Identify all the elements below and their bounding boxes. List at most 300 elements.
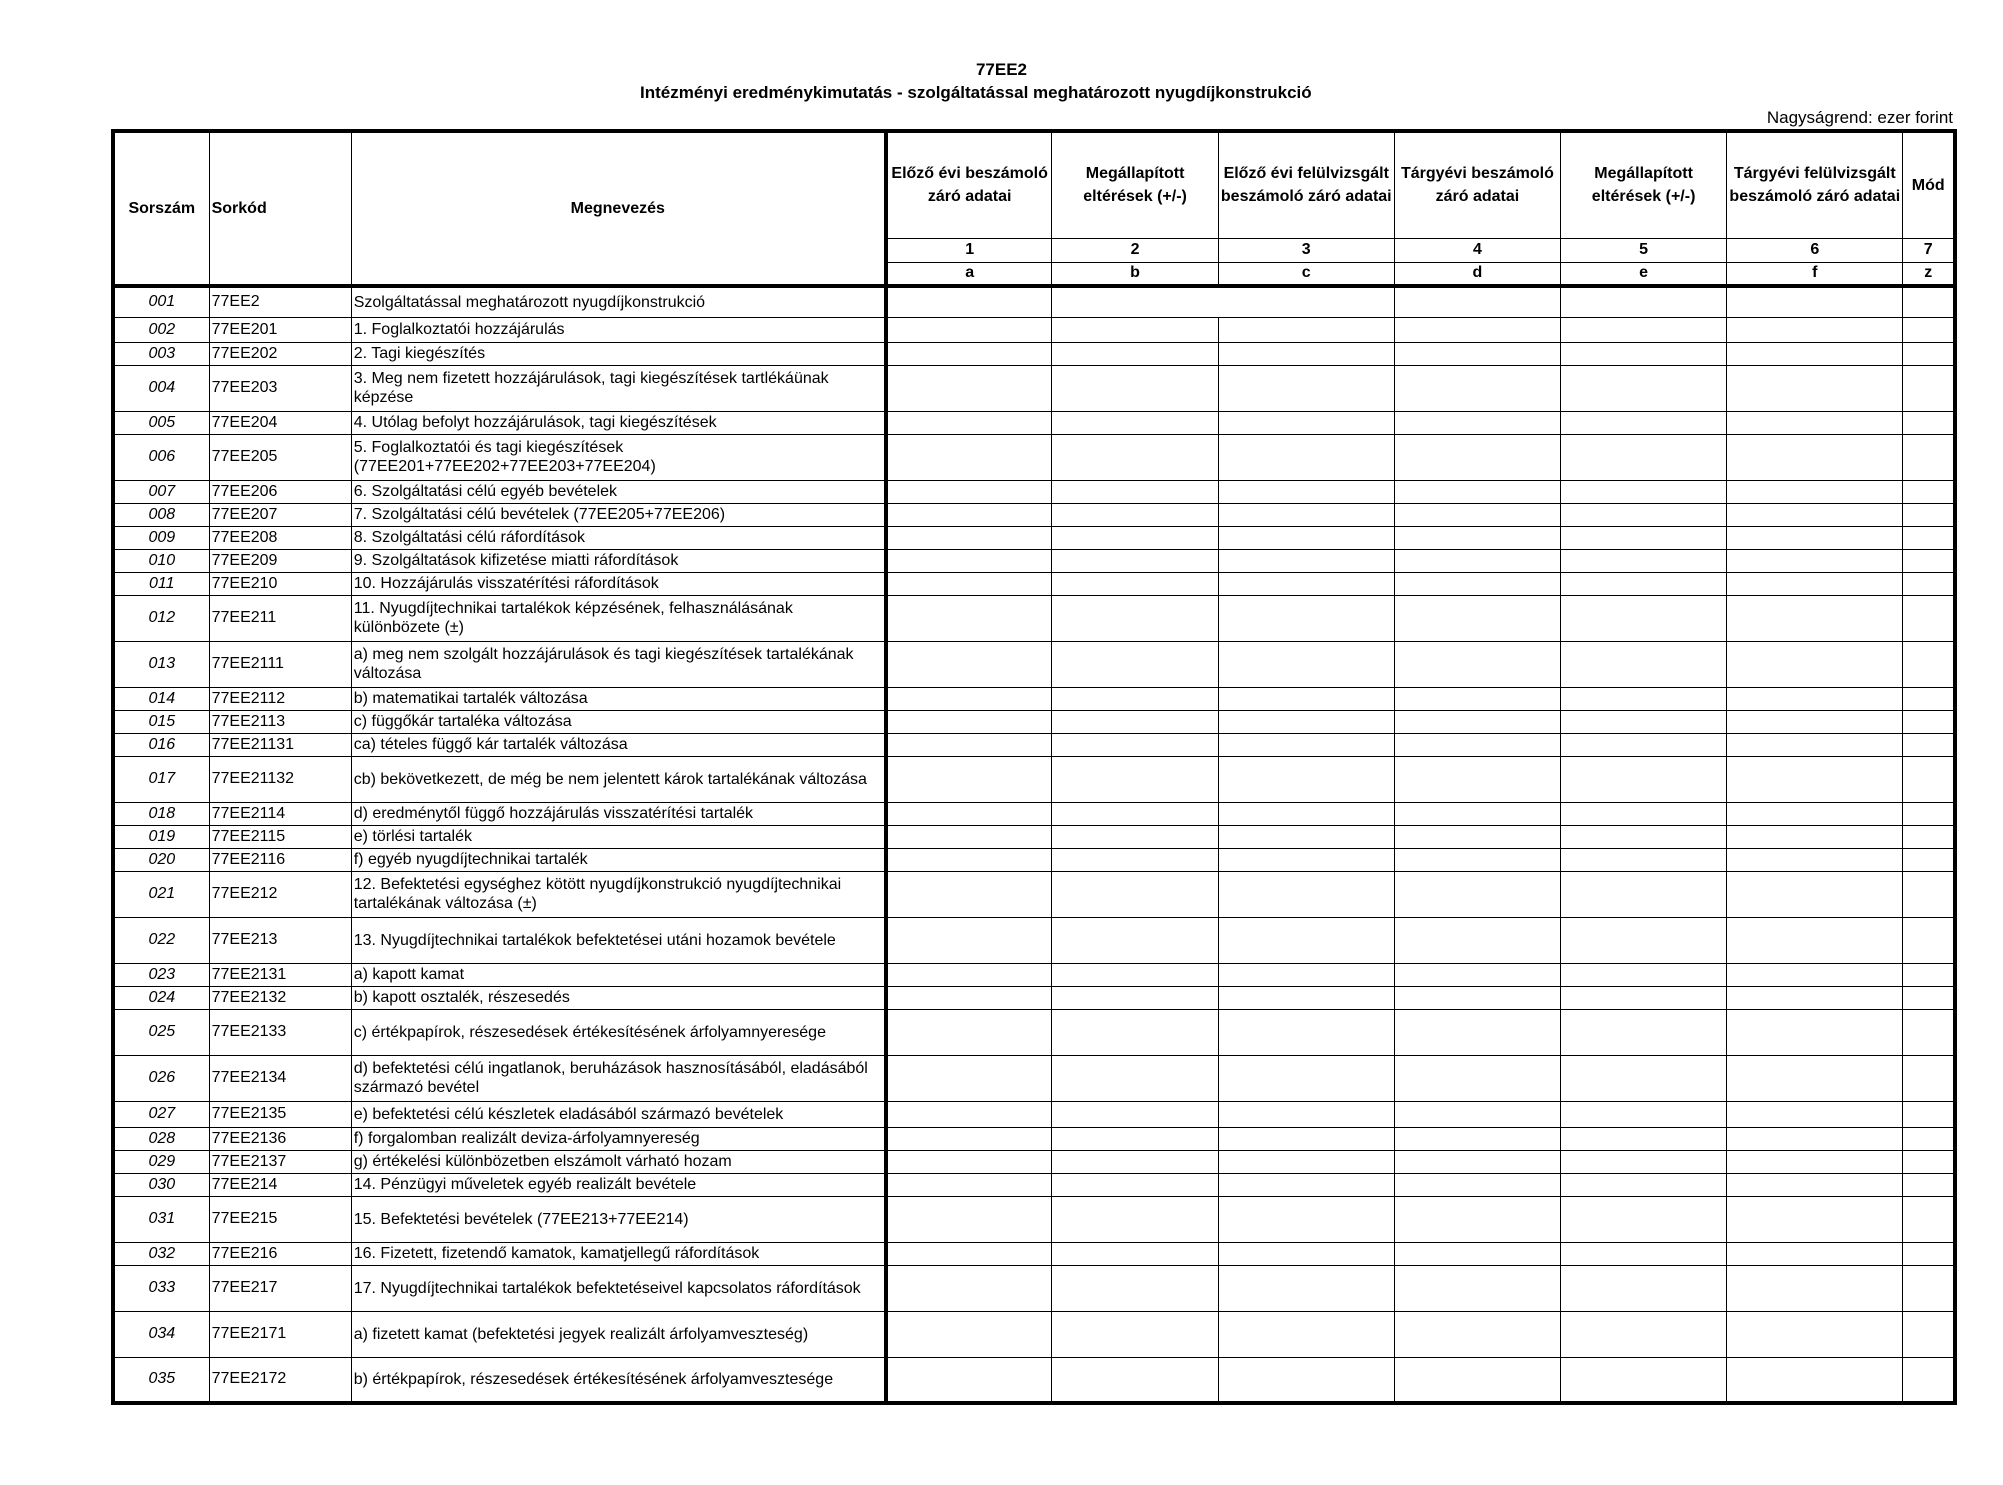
row-description: e) törlési tartalék [351, 825, 886, 848]
data-cell[interactable] [1218, 710, 1394, 733]
data-cell[interactable] [886, 286, 1052, 317]
data-cell[interactable] [886, 1242, 1052, 1265]
data-cell[interactable] [1052, 1055, 1218, 1101]
row-code: 77EE21132 [209, 756, 351, 802]
row-code: 77EE2 [209, 286, 351, 317]
data-cell[interactable] [1727, 963, 1903, 986]
data-cell[interactable] [1394, 917, 1560, 963]
data-cell[interactable] [1561, 756, 1727, 802]
data-cell[interactable] [886, 434, 1052, 480]
data-cell[interactable] [1394, 710, 1560, 733]
data-cell[interactable] [1903, 733, 1955, 756]
data-cell[interactable] [1561, 917, 1727, 963]
data-cell[interactable] [1561, 365, 1727, 411]
data-cell[interactable] [1218, 1242, 1394, 1265]
data-cell[interactable] [1218, 434, 1394, 480]
table-row [113, 1009, 1955, 1055]
row-code: 77EE209 [209, 549, 351, 572]
data-cell[interactable] [1903, 917, 1955, 963]
data-cell[interactable] [886, 526, 1052, 549]
row-description: 7. Szolgáltatási célú bevételek (77EE205+77EE206) [351, 503, 886, 526]
data-cell[interactable] [1727, 1311, 1903, 1357]
data-cell[interactable] [1727, 286, 1903, 317]
data-cell[interactable] [1903, 1101, 1955, 1127]
data-cell[interactable] [1052, 1311, 1218, 1357]
data-cell[interactable] [1218, 917, 1394, 963]
data-cell[interactable] [886, 572, 1052, 595]
row-number: 013 [113, 641, 209, 687]
data-cell[interactable] [1903, 1127, 1955, 1150]
data-cell[interactable] [1052, 317, 1218, 342]
data-cell[interactable] [1394, 1357, 1560, 1403]
data-cell[interactable] [1727, 756, 1903, 802]
data-cell[interactable] [1394, 986, 1560, 1009]
table-row [113, 1242, 1955, 1265]
data-cell[interactable] [1394, 733, 1560, 756]
data-cell[interactable] [1727, 687, 1903, 710]
row-code: 77EE214 [209, 1173, 351, 1196]
data-cell[interactable] [1903, 1265, 1955, 1311]
data-cell[interactable] [1394, 963, 1560, 986]
data-cell[interactable] [1903, 503, 1955, 526]
data-cell[interactable] [1561, 1173, 1727, 1196]
data-cell[interactable] [1561, 434, 1727, 480]
data-cell[interactable] [1561, 595, 1727, 641]
data-cell[interactable] [1561, 572, 1727, 595]
row-code: 77EE2111 [209, 641, 351, 687]
data-cell[interactable] [1394, 1311, 1560, 1357]
data-cell[interactable] [886, 549, 1052, 572]
data-cell[interactable] [1218, 317, 1394, 342]
data-cell[interactable] [886, 480, 1052, 503]
data-cell[interactable] [1903, 1009, 1955, 1055]
row-number: 016 [113, 733, 209, 756]
data-cell[interactable] [886, 1127, 1052, 1150]
data-cell[interactable] [1394, 411, 1560, 434]
col-header-c1: Előző évi beszámoló záró adatai [886, 131, 1052, 238]
row-code: 77EE203 [209, 365, 351, 411]
data-cell[interactable] [1052, 871, 1218, 917]
data-cell[interactable] [1394, 848, 1560, 871]
data-cell[interactable] [886, 1265, 1052, 1311]
data-cell[interactable] [1561, 687, 1727, 710]
data-cell[interactable] [1218, 549, 1394, 572]
table-row [113, 963, 1955, 986]
data-cell[interactable] [1727, 1196, 1903, 1242]
data-cell[interactable] [1903, 1055, 1955, 1101]
data-cell[interactable] [1052, 1196, 1218, 1242]
data-cell[interactable] [886, 1173, 1052, 1196]
data-cell[interactable] [1727, 526, 1903, 549]
data-cell[interactable] [1218, 1101, 1394, 1127]
col-number-1: 1 [886, 238, 1052, 262]
data-cell[interactable] [1903, 1242, 1955, 1265]
data-cell[interactable] [1218, 963, 1394, 986]
table-row [113, 710, 1955, 733]
data-cell[interactable] [1561, 549, 1727, 572]
data-cell[interactable] [1727, 733, 1903, 756]
data-cell[interactable] [1218, 1127, 1394, 1150]
table-row [113, 503, 1955, 526]
data-cell[interactable] [1218, 687, 1394, 710]
row-code: 77EE213 [209, 917, 351, 963]
data-cell[interactable] [1052, 710, 1218, 733]
row-description: 6. Szolgáltatási célú egyéb bevételek [351, 480, 886, 503]
row-description: 16. Fizetett, fizetendő kamatok, kamatjellegű ráfordítások [351, 1242, 886, 1265]
form-code: 77EE2 [975, 60, 1028, 79]
data-cell[interactable] [1561, 871, 1727, 917]
data-cell[interactable] [1052, 802, 1218, 825]
data-cell[interactable] [1218, 1311, 1394, 1357]
data-cell[interactable] [1394, 317, 1560, 342]
data-cell[interactable] [1052, 595, 1218, 641]
row-number: 002 [113, 317, 209, 342]
data-cell[interactable] [1903, 687, 1955, 710]
data-cell[interactable] [1903, 1173, 1955, 1196]
data-cell[interactable] [1052, 641, 1218, 687]
data-cell[interactable] [1561, 503, 1727, 526]
data-cell[interactable] [1218, 526, 1394, 549]
row-description: d) befektetési célú ingatlanok, beruházások hasznosításából, eladásából származó bevétel [351, 1055, 886, 1101]
data-cell[interactable] [1394, 756, 1560, 802]
table-row [113, 1196, 1955, 1242]
data-cell[interactable] [886, 595, 1052, 641]
data-cell[interactable] [1218, 1150, 1394, 1173]
data-cell[interactable] [886, 986, 1052, 1009]
data-cell[interactable] [1561, 1311, 1727, 1357]
data-cell[interactable] [1394, 549, 1560, 572]
row-description: c) függőkár tartaléka változása [351, 710, 886, 733]
row-code: 77EE2172 [209, 1357, 351, 1403]
table-row [113, 802, 1955, 825]
data-cell[interactable] [1727, 1127, 1903, 1150]
data-cell[interactable] [1561, 1265, 1727, 1311]
row-code: 77EE201 [209, 317, 351, 342]
data-cell[interactable] [1727, 365, 1903, 411]
data-cell[interactable] [1903, 1311, 1955, 1357]
data-cell[interactable] [1727, 1265, 1903, 1311]
data-cell[interactable] [1052, 848, 1218, 871]
row-number: 018 [113, 802, 209, 825]
data-cell[interactable] [1052, 1242, 1218, 1265]
report-table [111, 129, 1957, 1405]
data-cell[interactable] [1052, 733, 1218, 756]
row-number: 011 [113, 572, 209, 595]
row-code: 77EE202 [209, 342, 351, 365]
data-cell[interactable] [1561, 848, 1727, 871]
data-cell[interactable] [1394, 1150, 1560, 1173]
row-description: cb) bekövetkezett, de még be nem jelentett károk tartalékának változása [351, 756, 886, 802]
table-row [113, 641, 1955, 687]
data-cell[interactable] [1052, 572, 1218, 595]
data-cell[interactable] [1394, 342, 1560, 365]
data-cell[interactable] [1394, 641, 1560, 687]
data-cell[interactable] [1218, 1173, 1394, 1196]
data-cell[interactable] [1727, 434, 1903, 480]
data-cell[interactable] [1052, 687, 1218, 710]
data-cell[interactable] [1052, 1150, 1218, 1173]
data-cell[interactable] [1052, 1009, 1218, 1055]
data-cell[interactable] [1903, 434, 1955, 480]
data-cell[interactable] [1052, 342, 1218, 365]
data-cell[interactable] [1052, 526, 1218, 549]
data-cell[interactable] [886, 871, 1052, 917]
data-cell[interactable] [1727, 917, 1903, 963]
data-cell[interactable] [1727, 317, 1903, 342]
data-cell[interactable] [1394, 1173, 1560, 1196]
data-cell[interactable] [1903, 411, 1955, 434]
data-cell[interactable] [1903, 342, 1955, 365]
data-cell[interactable] [1052, 1127, 1218, 1150]
data-cell[interactable] [1052, 1101, 1218, 1127]
data-cell[interactable] [886, 411, 1052, 434]
data-cell[interactable] [1218, 756, 1394, 802]
row-description: 17. Nyugdíjtechnikai tartalékok befektetéseivel kapcsolatos ráfordítások [351, 1265, 886, 1311]
row-number: 023 [113, 963, 209, 986]
data-cell[interactable] [1727, 342, 1903, 365]
data-cell[interactable] [886, 1196, 1052, 1242]
data-cell[interactable] [1218, 848, 1394, 871]
data-cell[interactable] [1394, 526, 1560, 549]
row-description: Szolgáltatással meghatározott nyugdíjkonstrukció [351, 286, 886, 317]
data-cell[interactable] [1394, 503, 1560, 526]
data-cell[interactable] [886, 1311, 1052, 1357]
data-cell[interactable] [886, 756, 1052, 802]
data-cell[interactable] [1727, 1357, 1903, 1403]
row-number: 027 [113, 1101, 209, 1127]
data-cell[interactable] [1218, 1055, 1394, 1101]
data-cell[interactable] [1052, 917, 1218, 963]
data-cell[interactable] [1218, 1009, 1394, 1055]
data-cell[interactable] [886, 342, 1052, 365]
data-cell[interactable] [1903, 1357, 1955, 1403]
data-cell[interactable] [886, 963, 1052, 986]
data-cell[interactable] [1052, 756, 1218, 802]
data-cell[interactable] [1561, 1009, 1727, 1055]
data-cell[interactable] [1727, 1173, 1903, 1196]
data-cell[interactable] [1394, 825, 1560, 848]
data-cell[interactable] [1561, 1127, 1727, 1150]
data-cell[interactable] [1903, 317, 1955, 342]
data-cell[interactable] [1561, 1055, 1727, 1101]
data-cell[interactable] [1727, 572, 1903, 595]
data-cell[interactable] [1561, 825, 1727, 848]
data-cell[interactable] [1394, 871, 1560, 917]
data-cell[interactable] [1903, 1196, 1955, 1242]
data-cell[interactable] [1218, 825, 1394, 848]
data-cell[interactable] [1903, 526, 1955, 549]
data-cell[interactable] [1727, 825, 1903, 848]
data-cell[interactable] [1727, 549, 1903, 572]
data-cell[interactable] [1052, 1173, 1218, 1196]
data-cell[interactable] [1218, 480, 1394, 503]
data-cell[interactable] [1052, 434, 1218, 480]
row-description: b) matematikai tartalék változása [351, 687, 886, 710]
data-cell[interactable] [1561, 1101, 1727, 1127]
data-cell[interactable] [886, 1101, 1052, 1127]
row-code: 77EE2133 [209, 1009, 351, 1055]
data-cell[interactable] [886, 641, 1052, 687]
data-cell[interactable] [1394, 572, 1560, 595]
data-cell[interactable] [1561, 1242, 1727, 1265]
data-cell[interactable] [1561, 480, 1727, 503]
data-cell[interactable] [886, 710, 1052, 733]
data-cell[interactable] [1394, 480, 1560, 503]
data-cell[interactable] [1727, 641, 1903, 687]
data-cell[interactable] [1052, 986, 1218, 1009]
data-cell[interactable] [1218, 411, 1394, 434]
data-cell[interactable] [1727, 802, 1903, 825]
data-cell[interactable] [1052, 1357, 1218, 1403]
row-description: b) kapott osztalék, részesedés [351, 986, 886, 1009]
data-cell[interactable] [1052, 411, 1218, 434]
data-cell[interactable] [1727, 848, 1903, 871]
table-row [113, 1150, 1955, 1173]
data-cell[interactable] [1218, 1357, 1394, 1403]
data-cell[interactable] [1727, 710, 1903, 733]
data-cell[interactable] [1394, 595, 1560, 641]
data-cell[interactable] [1218, 733, 1394, 756]
data-cell[interactable] [886, 825, 1052, 848]
data-cell[interactable] [1218, 1196, 1394, 1242]
data-cell[interactable] [1727, 503, 1903, 526]
data-cell[interactable] [1903, 1150, 1955, 1173]
row-code: 77EE208 [209, 526, 351, 549]
data-cell[interactable] [1052, 365, 1218, 411]
data-cell[interactable] [1561, 986, 1727, 1009]
row-code: 77EE2114 [209, 802, 351, 825]
data-cell[interactable] [1218, 572, 1394, 595]
data-cell[interactable] [1218, 342, 1394, 365]
data-cell[interactable] [1052, 549, 1218, 572]
col-letter-6: f [1727, 262, 1903, 286]
data-cell[interactable] [886, 317, 1052, 342]
data-cell[interactable] [1561, 411, 1727, 434]
data-cell[interactable] [1394, 802, 1560, 825]
row-code: 77EE2116 [209, 848, 351, 871]
data-cell[interactable] [1727, 595, 1903, 641]
row-code: 77EE2115 [209, 825, 351, 848]
data-cell[interactable] [1394, 365, 1560, 411]
data-cell[interactable] [886, 802, 1052, 825]
data-cell[interactable] [1727, 1009, 1903, 1055]
data-cell[interactable] [1561, 1150, 1727, 1173]
data-cell[interactable] [886, 1150, 1052, 1173]
row-code: 77EE217 [209, 1265, 351, 1311]
table-row [113, 411, 1955, 434]
data-cell[interactable] [1903, 480, 1955, 503]
data-cell[interactable] [1903, 871, 1955, 917]
data-cell[interactable] [886, 687, 1052, 710]
data-cell[interactable] [886, 733, 1052, 756]
data-cell[interactable] [886, 1009, 1052, 1055]
data-cell[interactable] [1903, 365, 1955, 411]
data-cell[interactable] [1561, 1196, 1727, 1242]
data-cell[interactable] [1394, 1242, 1560, 1265]
data-cell[interactable] [1052, 286, 1394, 317]
data-cell[interactable] [1052, 825, 1218, 848]
data-cell[interactable] [1903, 572, 1955, 595]
unit-label: Nagyságrend: ezer forint [1766, 108, 1953, 127]
data-cell[interactable] [1561, 526, 1727, 549]
data-cell[interactable] [1394, 1101, 1560, 1127]
data-cell[interactable] [1052, 503, 1218, 526]
data-cell[interactable] [1394, 1265, 1560, 1311]
data-cell[interactable] [1903, 641, 1955, 687]
data-cell[interactable] [886, 503, 1052, 526]
data-cell[interactable] [1394, 1009, 1560, 1055]
data-cell[interactable] [1394, 286, 1560, 317]
data-cell[interactable] [1218, 365, 1394, 411]
data-cell[interactable] [1394, 1196, 1560, 1242]
data-cell[interactable] [1561, 286, 1727, 317]
data-cell[interactable] [1561, 802, 1727, 825]
table-row [113, 595, 1955, 641]
data-cell[interactable] [1394, 1127, 1560, 1150]
data-cell[interactable] [1727, 986, 1903, 1009]
data-cell[interactable] [1903, 963, 1955, 986]
row-number: 034 [113, 1311, 209, 1357]
data-cell[interactable] [1394, 1055, 1560, 1101]
data-cell[interactable] [1394, 434, 1560, 480]
data-cell[interactable] [886, 848, 1052, 871]
data-cell[interactable] [1903, 848, 1955, 871]
data-cell[interactable] [1394, 687, 1560, 710]
data-cell[interactable] [1561, 963, 1727, 986]
data-cell[interactable] [1727, 411, 1903, 434]
data-cell[interactable] [1218, 871, 1394, 917]
row-code: 77EE21131 [209, 733, 351, 756]
data-cell[interactable] [1727, 480, 1903, 503]
data-cell[interactable] [1727, 1055, 1903, 1101]
data-cell[interactable] [886, 917, 1052, 963]
data-cell[interactable] [1727, 1101, 1903, 1127]
data-cell[interactable] [1727, 1150, 1903, 1173]
col-letter-2: b [1052, 262, 1218, 286]
data-cell[interactable] [1218, 802, 1394, 825]
data-cell[interactable] [1561, 641, 1727, 687]
data-cell[interactable] [1903, 802, 1955, 825]
data-cell[interactable] [886, 1357, 1052, 1403]
data-cell[interactable] [1561, 733, 1727, 756]
data-cell[interactable] [1903, 986, 1955, 1009]
data-cell[interactable] [1052, 1265, 1218, 1311]
data-cell[interactable] [1727, 1242, 1903, 1265]
data-cell[interactable] [886, 1055, 1052, 1101]
data-cell[interactable] [1903, 825, 1955, 848]
data-cell[interactable] [1727, 871, 1903, 917]
data-cell[interactable] [1218, 1265, 1394, 1311]
data-cell[interactable] [1218, 595, 1394, 641]
data-cell[interactable] [886, 365, 1052, 411]
data-cell[interactable] [1561, 342, 1727, 365]
data-cell[interactable] [1218, 986, 1394, 1009]
data-cell[interactable] [1218, 503, 1394, 526]
data-cell[interactable] [1218, 641, 1394, 687]
row-description: g) értékelési különbözetben elszámolt várható hozam [351, 1150, 886, 1173]
data-cell[interactable] [1052, 963, 1218, 986]
data-cell[interactable] [1903, 286, 1955, 317]
data-cell[interactable] [1903, 595, 1955, 641]
data-cell[interactable] [1561, 710, 1727, 733]
data-cell[interactable] [1561, 317, 1727, 342]
data-cell[interactable] [1903, 756, 1955, 802]
data-cell[interactable] [1561, 1357, 1727, 1403]
data-cell[interactable] [1903, 549, 1955, 572]
table-row [113, 825, 1955, 848]
data-cell[interactable] [1903, 710, 1955, 733]
data-cell[interactable] [1052, 480, 1218, 503]
